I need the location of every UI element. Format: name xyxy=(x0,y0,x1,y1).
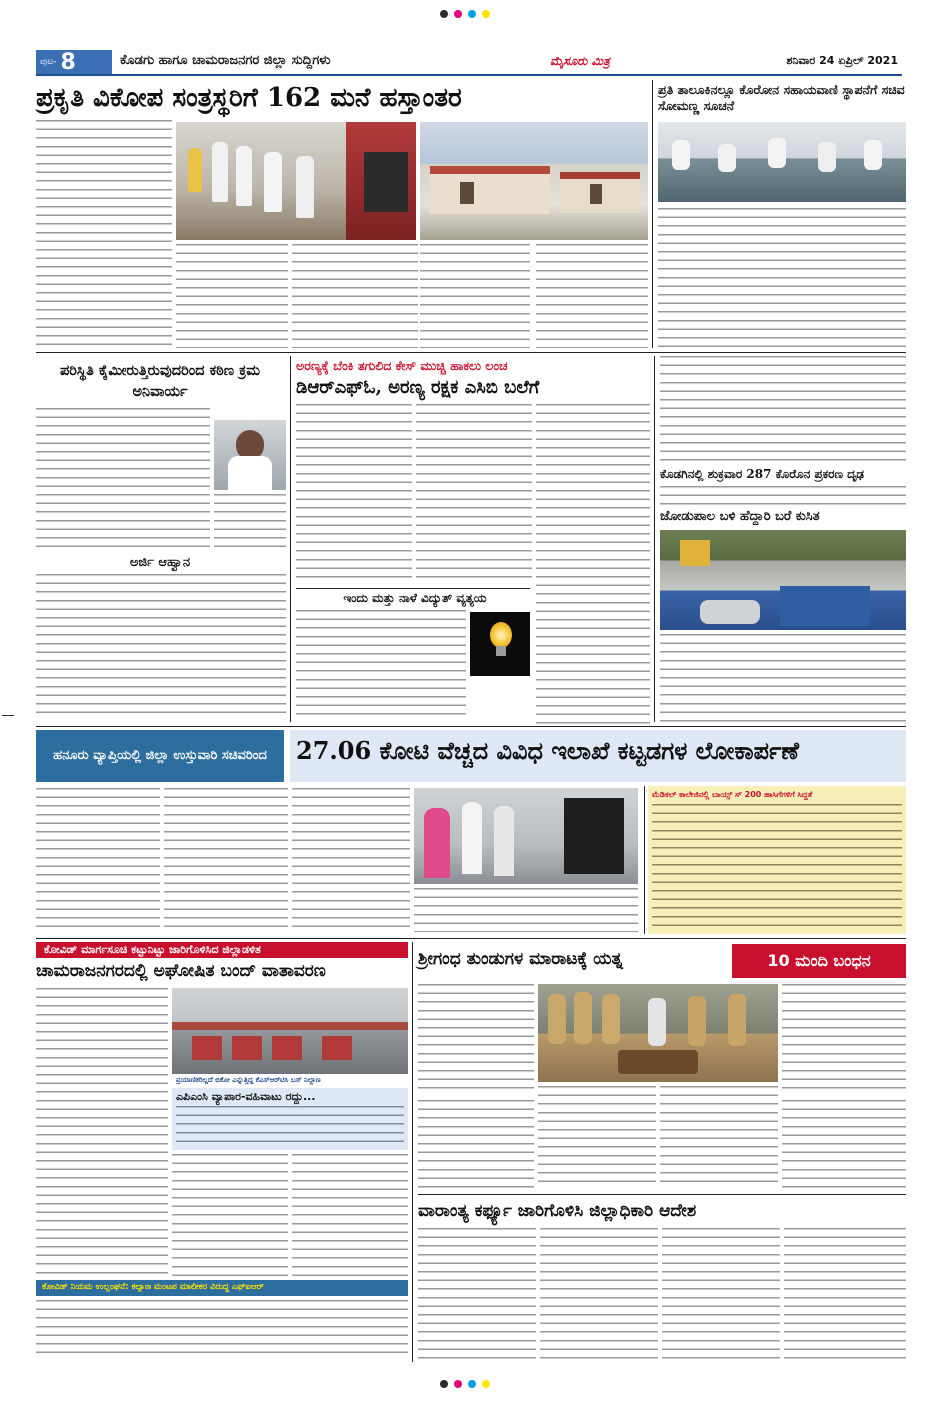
photo-inauguration xyxy=(414,788,638,884)
landslide-headline: ಜೋಡುಪಾಲ ಬಳಿ ಹೆದ್ದಾರಿ ಬರೆ ಕುಸಿತ xyxy=(660,509,820,524)
right-top-text xyxy=(658,208,906,348)
medical-college-headline: ಮೆಡಿಕಲ್ ಕಾಲೇಜಿನಲ್ಲಿ ಬಾಯ್ಸ್ ಸ್ 200 ಹಾಸಿಗೆಗಳಿಗೆ ಸಿದ್ಧತೆ xyxy=(652,790,813,799)
photo-bus-stand xyxy=(172,988,408,1074)
forest-headline: ಡಿಆರ್‌ಎಫ್‌ಓ, ಅರಣ್ಯ ರಕ್ಷಕ ಎಸಿಬಿ ಬಲೆಗೆ xyxy=(296,377,540,398)
registration-mark-bottom xyxy=(440,1380,504,1388)
photo-meeting xyxy=(658,122,906,202)
photo-ceremony xyxy=(176,122,416,240)
fir-text xyxy=(36,1300,408,1360)
curfew-text-3 xyxy=(662,1228,780,1362)
hanur-box-text: ಹನೂರು ವ್ಯಾಪ್ತಿಯಲ್ಲಿ ಜಿಲ್ಲಾ ಉಸ್ತುವಾರಿ ಸಚಿವರಿಂದ xyxy=(53,748,267,763)
inauguration-text-2 xyxy=(164,788,288,932)
section-title: ಕೊಡಗು ಹಾಗೂ ಚಾಮರಾಜನಗರ ಜಿಲ್ಲಾ ಸುದ್ದಿಗಳು xyxy=(120,53,331,68)
fir-headline: ಕೋವಿಡ್ ನಿಯಮ ಉಲ್ಲಂಘನೆ: ಕಲ್ಯಾಣ ಮಂಟಪ ಮಾಲೀಕರ ವಿರುದ್ಧ ಎಫ್‌ಐಆರ್ xyxy=(42,1282,264,1292)
curfew-text-1 xyxy=(418,1228,536,1362)
main-headline: ಪ್ರಕೃತಿ ವಿಕೋಪ ಸಂತ್ರಸ್ಥರಿಗೆ 162 ಮನೆ ಹಸ್ತಾಂತರ xyxy=(36,83,462,113)
issue-date: ಶನಿವಾರ 24 ಏಪ್ರಿಲ್ 2021 xyxy=(786,54,898,67)
sandal-text-4 xyxy=(660,1086,778,1188)
main-article-text-col-2 xyxy=(176,244,288,348)
bandh-text-2 xyxy=(172,1154,288,1278)
power-cut-headline: ಇಂದು ಮತ್ತು ನಾಳೆ ವಿದ್ಯುತ್ ವ್ಯತ್ಯಯ xyxy=(343,591,487,605)
covid-kodagu-headline: ಕೊಡಗಿನಲ್ಲಿ ಶುಕ್ರವಾರ 287 ಕೊರೊನ ಪ್ರಕರಣ ದೃಢ xyxy=(660,467,864,481)
photo-arrest xyxy=(538,984,778,1082)
bandh-text-3 xyxy=(292,1154,408,1278)
curfew-headline: ವಾರಾಂತ್ಯ ಕರ್ಫ್ಯೂ ಜಾರಿಗೊಳಿಸಿ ಜಿಲ್ಲಾಧಿಕಾರಿ ಆದೇಶ xyxy=(418,1201,697,1221)
header-band xyxy=(36,50,902,76)
right-top-headline: ಪ್ರತಿ ತಾಲೂಕಿನಲ್ಲೂ ಕೊರೋನ ಸಹಾಯವಾಣಿ ಸ್ಥಾಪನೆಗೆ ಸಚಿವ ಸೋಮಣ್ಣ ಸೂಚನೆ xyxy=(658,82,905,113)
registration-mark-left xyxy=(2,715,14,716)
inauguration-headline: 27.06 ಕೋಟಿ ವೆಚ್ಚದ ವಿವಿಧ ಇಲಾಖೆ ಕಟ್ಟಡಗಳ ಲೋಕಾರ್ಪಣೆ xyxy=(296,736,799,765)
page-number: 8 xyxy=(60,49,76,75)
bandh-text-1 xyxy=(36,988,168,1278)
sandal-headline: ಶ್ರೀಗಂಧ ತುಂಡುಗಳ ಮಾರಾಟಕ್ಕೆ ಯತ್ನ xyxy=(418,949,623,969)
medical-college-text xyxy=(652,804,902,930)
registration-mark xyxy=(440,10,504,18)
sandal-text-3 xyxy=(538,1086,656,1188)
covid-rules-kicker: ಕೋವಿಡ್ ಮಾರ್ಗಸೂಚಿ ಕಟ್ಟುನಿಟ್ಟು ಜಾರಿಗೊಳಿಸಿದ ಜಿಲ್ಲಾಡಳಿತ xyxy=(44,943,261,956)
inauguration-text-4 xyxy=(414,888,638,932)
sandal-text-6 xyxy=(782,1100,906,1188)
main-article-text-col-4 xyxy=(420,244,530,348)
page-prefix: ಪುಟ- xyxy=(40,57,57,67)
bandh-headline: ಚಾಮರಾಜನಗರದಲ್ಲಿ ಅಘೋಷಿತ ಬಂದ್ ವಾತಾವರಣ xyxy=(36,961,326,981)
bulb-image xyxy=(470,612,530,676)
forest-kicker: ಅರಣ್ಯಕ್ಕೆ ಬೆಂಕಿ ತಗುಲಿದ ಕೇಸ್ ಮುಚ್ಚಿ ಹಾಕಲು ಲಂಚ xyxy=(296,358,508,373)
arrest-box xyxy=(732,944,906,978)
main-article-text-col-3 xyxy=(292,244,418,348)
covid-kodagu-text xyxy=(660,486,906,506)
photo-official xyxy=(214,420,286,490)
main-article-text-col-1 xyxy=(36,120,172,348)
paper-name: ಮೈಸೂರು ಮಿತ್ರ xyxy=(550,54,610,68)
bulb-icon xyxy=(490,622,512,648)
bus-stand-caption: ಪ್ರಯಾಣಿಕರಿಲ್ಲದೆ ಬಿಕೋ ಎನ್ನುತ್ತಿದ್ದ ಕೆಎಸ್‌ಆರ್‌ಟಿಸಿ ಬಸ್ ನಿಲ್ದಾಣ xyxy=(176,1076,321,1084)
main-article-text-col-5 xyxy=(536,244,648,348)
sandal-text-5 xyxy=(418,1100,534,1188)
covid-helpline-text xyxy=(660,356,906,464)
curfew-text-2 xyxy=(540,1228,658,1362)
page-number-box xyxy=(36,50,112,74)
situation-headline: ಪರಿಸ್ಥಿತಿ ಕೈಮೀರುತ್ತಿರುವುದರಿಂದ ಕಠಿಣ ಕ್ರಮ ಅನಿವಾರ್ಯ xyxy=(59,362,261,400)
power-cut-text xyxy=(296,610,466,722)
landslide-text xyxy=(660,634,906,722)
apmc-headline: ಎಪಿಎಂಸಿ ವ್ಯಾಪಾರ-ವಹಿವಾಟು ರದ್ದು... xyxy=(176,1090,316,1103)
situation-text xyxy=(36,408,210,548)
application-invite: ಅರ್ಜಿ ಆಹ್ವಾನ xyxy=(129,555,191,570)
sandal-text-2 xyxy=(782,984,906,1096)
forest-text-2 xyxy=(416,404,532,584)
curfew-text-4 xyxy=(784,1228,906,1362)
forest-text-1 xyxy=(296,404,412,584)
forest-text-3 xyxy=(536,404,650,724)
inauguration-text-3 xyxy=(292,788,410,932)
sandal-text-1 xyxy=(418,984,534,1096)
arrest-box-text: 10 ಮಂದಿ ಬಂಧನ xyxy=(767,951,871,970)
application-text xyxy=(36,574,286,716)
inauguration-text-1 xyxy=(36,788,160,932)
photo-landslide xyxy=(660,530,906,630)
hanur-box xyxy=(36,730,284,782)
apmc-text xyxy=(176,1106,404,1148)
situation-text-2 xyxy=(214,494,286,548)
photo-houses xyxy=(420,122,648,240)
